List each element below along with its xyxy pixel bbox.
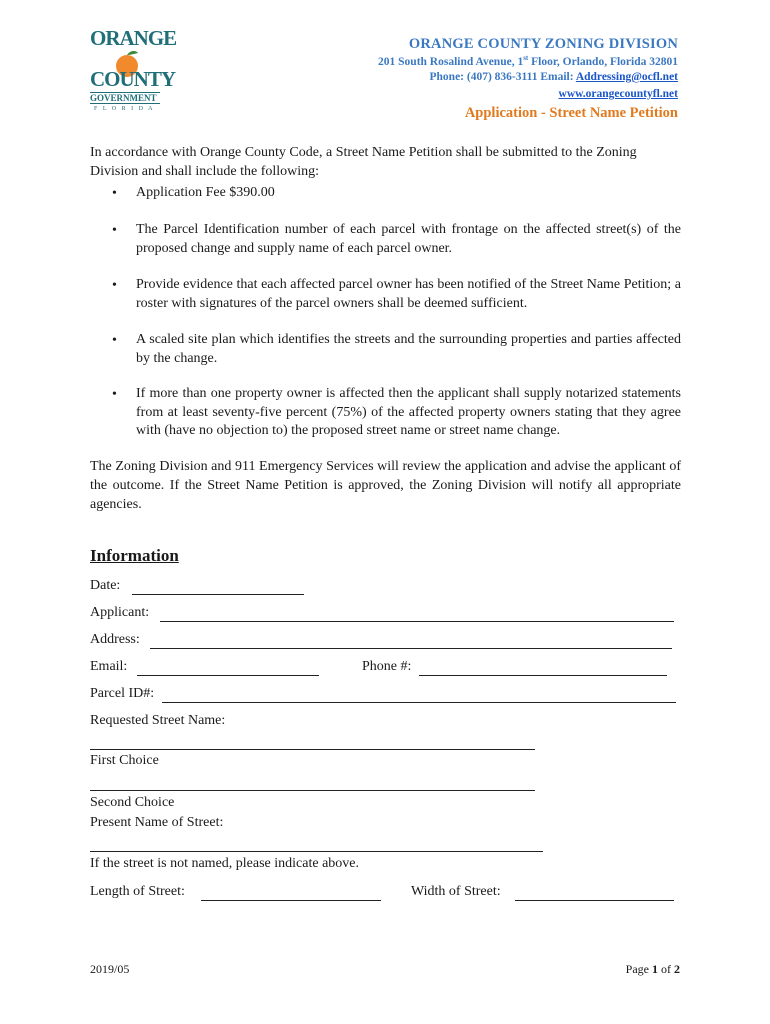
logo-text-orange: ORANGE [90, 26, 177, 50]
page-text: Page [625, 962, 652, 976]
second-choice-label: Second Choice [90, 795, 175, 810]
phone-label: Phone #: [362, 659, 412, 674]
information-heading: Information [90, 546, 179, 565]
logo-text-government: GOVERNMENT [90, 92, 160, 104]
not-named-note: If the street is not named, please indicate above. [90, 856, 360, 871]
street-length-label: Length of Street: [90, 884, 185, 899]
bullet-icon: • [112, 278, 117, 293]
address-text-end: Floor, Orlando, Florida 32801 [528, 55, 678, 68]
total-pages: 2 [674, 962, 680, 976]
first-choice-field[interactable] [90, 749, 535, 750]
application-title: Application - Street Name Petition [464, 105, 678, 121]
email-link[interactable]: Addressing@ocfl.net [575, 71, 678, 83]
parcel-id-field[interactable] [162, 702, 676, 703]
second-choice-field[interactable] [90, 790, 535, 791]
page-number [626, 962, 680, 977]
applicant-label: Applicant: [90, 605, 150, 620]
bullet-icon: • [112, 387, 117, 402]
parcel-id-label: Parcel ID#: [90, 686, 155, 701]
address-label: Address: [90, 632, 140, 647]
first-choice-label: First Choice [90, 753, 159, 768]
current-page: 1 [652, 962, 658, 976]
closing-paragraph: The Zoning Division and 911 Emergency Services will review the application and advise the applicant of the outcome. If the Street Name Petition is approved, the Zoning Division will notify all appropriate agencies. [90, 459, 681, 512]
date-field[interactable] [132, 594, 304, 595]
phone-text: Phone: (407) 836-3111 Email: [429, 71, 576, 83]
website-link[interactable]: www.orangecountyfl.net [558, 88, 678, 100]
street-length-field[interactable] [201, 900, 381, 901]
bullet-item-notarized: If more than one property owner is affected then the applicant shall supply notarized statements from at least seventy-five percent (75%) of the affected property owners stating that they agree with (have no objection to) the proposed street name or street name change. [136, 386, 681, 438]
bullet-icon: • [112, 223, 117, 238]
present-street-name-field[interactable] [90, 851, 543, 852]
intro-paragraph: In accordance with Orange County Code, a Street Name Petition shall be submitted to the Zoning Division and shall include the following: [90, 145, 637, 179]
email-field[interactable] [137, 675, 319, 676]
email-label: Email: [90, 659, 128, 674]
street-width-label: Width of Street: [411, 884, 501, 899]
address-text: 201 South Rosalind Avenue, 1 [378, 55, 524, 68]
bullet-icon: • [112, 333, 117, 348]
date-label: Date: [90, 578, 121, 593]
bullet-item-parcel-id: The Parcel Identification number of each parcel with frontage on the affected street(s) of the proposed change and supply name of each parcel owner. [136, 222, 681, 256]
bullet-item-site-plan: A scaled site plan which identifies the streets and the surrounding properties and parties affected by the change. [136, 332, 681, 366]
orange-county-logo [88, 26, 177, 116]
org-name: ORANGE COUNTY ZONING DIVISION [408, 36, 678, 52]
street-width-field[interactable] [515, 900, 674, 901]
address-field[interactable] [150, 648, 672, 649]
revision-date: 2019/05 [90, 962, 130, 976]
logo-text-county: COUNTY [90, 67, 176, 91]
present-street-name-label: Present Name of Street: [90, 815, 224, 830]
address-superscript: st [523, 54, 529, 62]
phone-field[interactable] [419, 675, 667, 676]
bullet-item-evidence: Provide evidence that each affected parcel owner has been notified of the Street Name Petition; a roster with signatures of the parcel owners shall be deemed sufficient. [136, 277, 681, 311]
requested-street-name-label: Requested Street Name: [90, 713, 226, 728]
applicant-field[interactable] [160, 621, 674, 622]
page-of-text: of [658, 962, 674, 976]
logo-text-florida: F L O R I D A [94, 106, 155, 112]
address-line [378, 54, 678, 68]
bullet-icon: • [112, 186, 117, 201]
bullet-item-fee: Application Fee $390.00 [136, 185, 275, 200]
contact-line [430, 71, 678, 83]
